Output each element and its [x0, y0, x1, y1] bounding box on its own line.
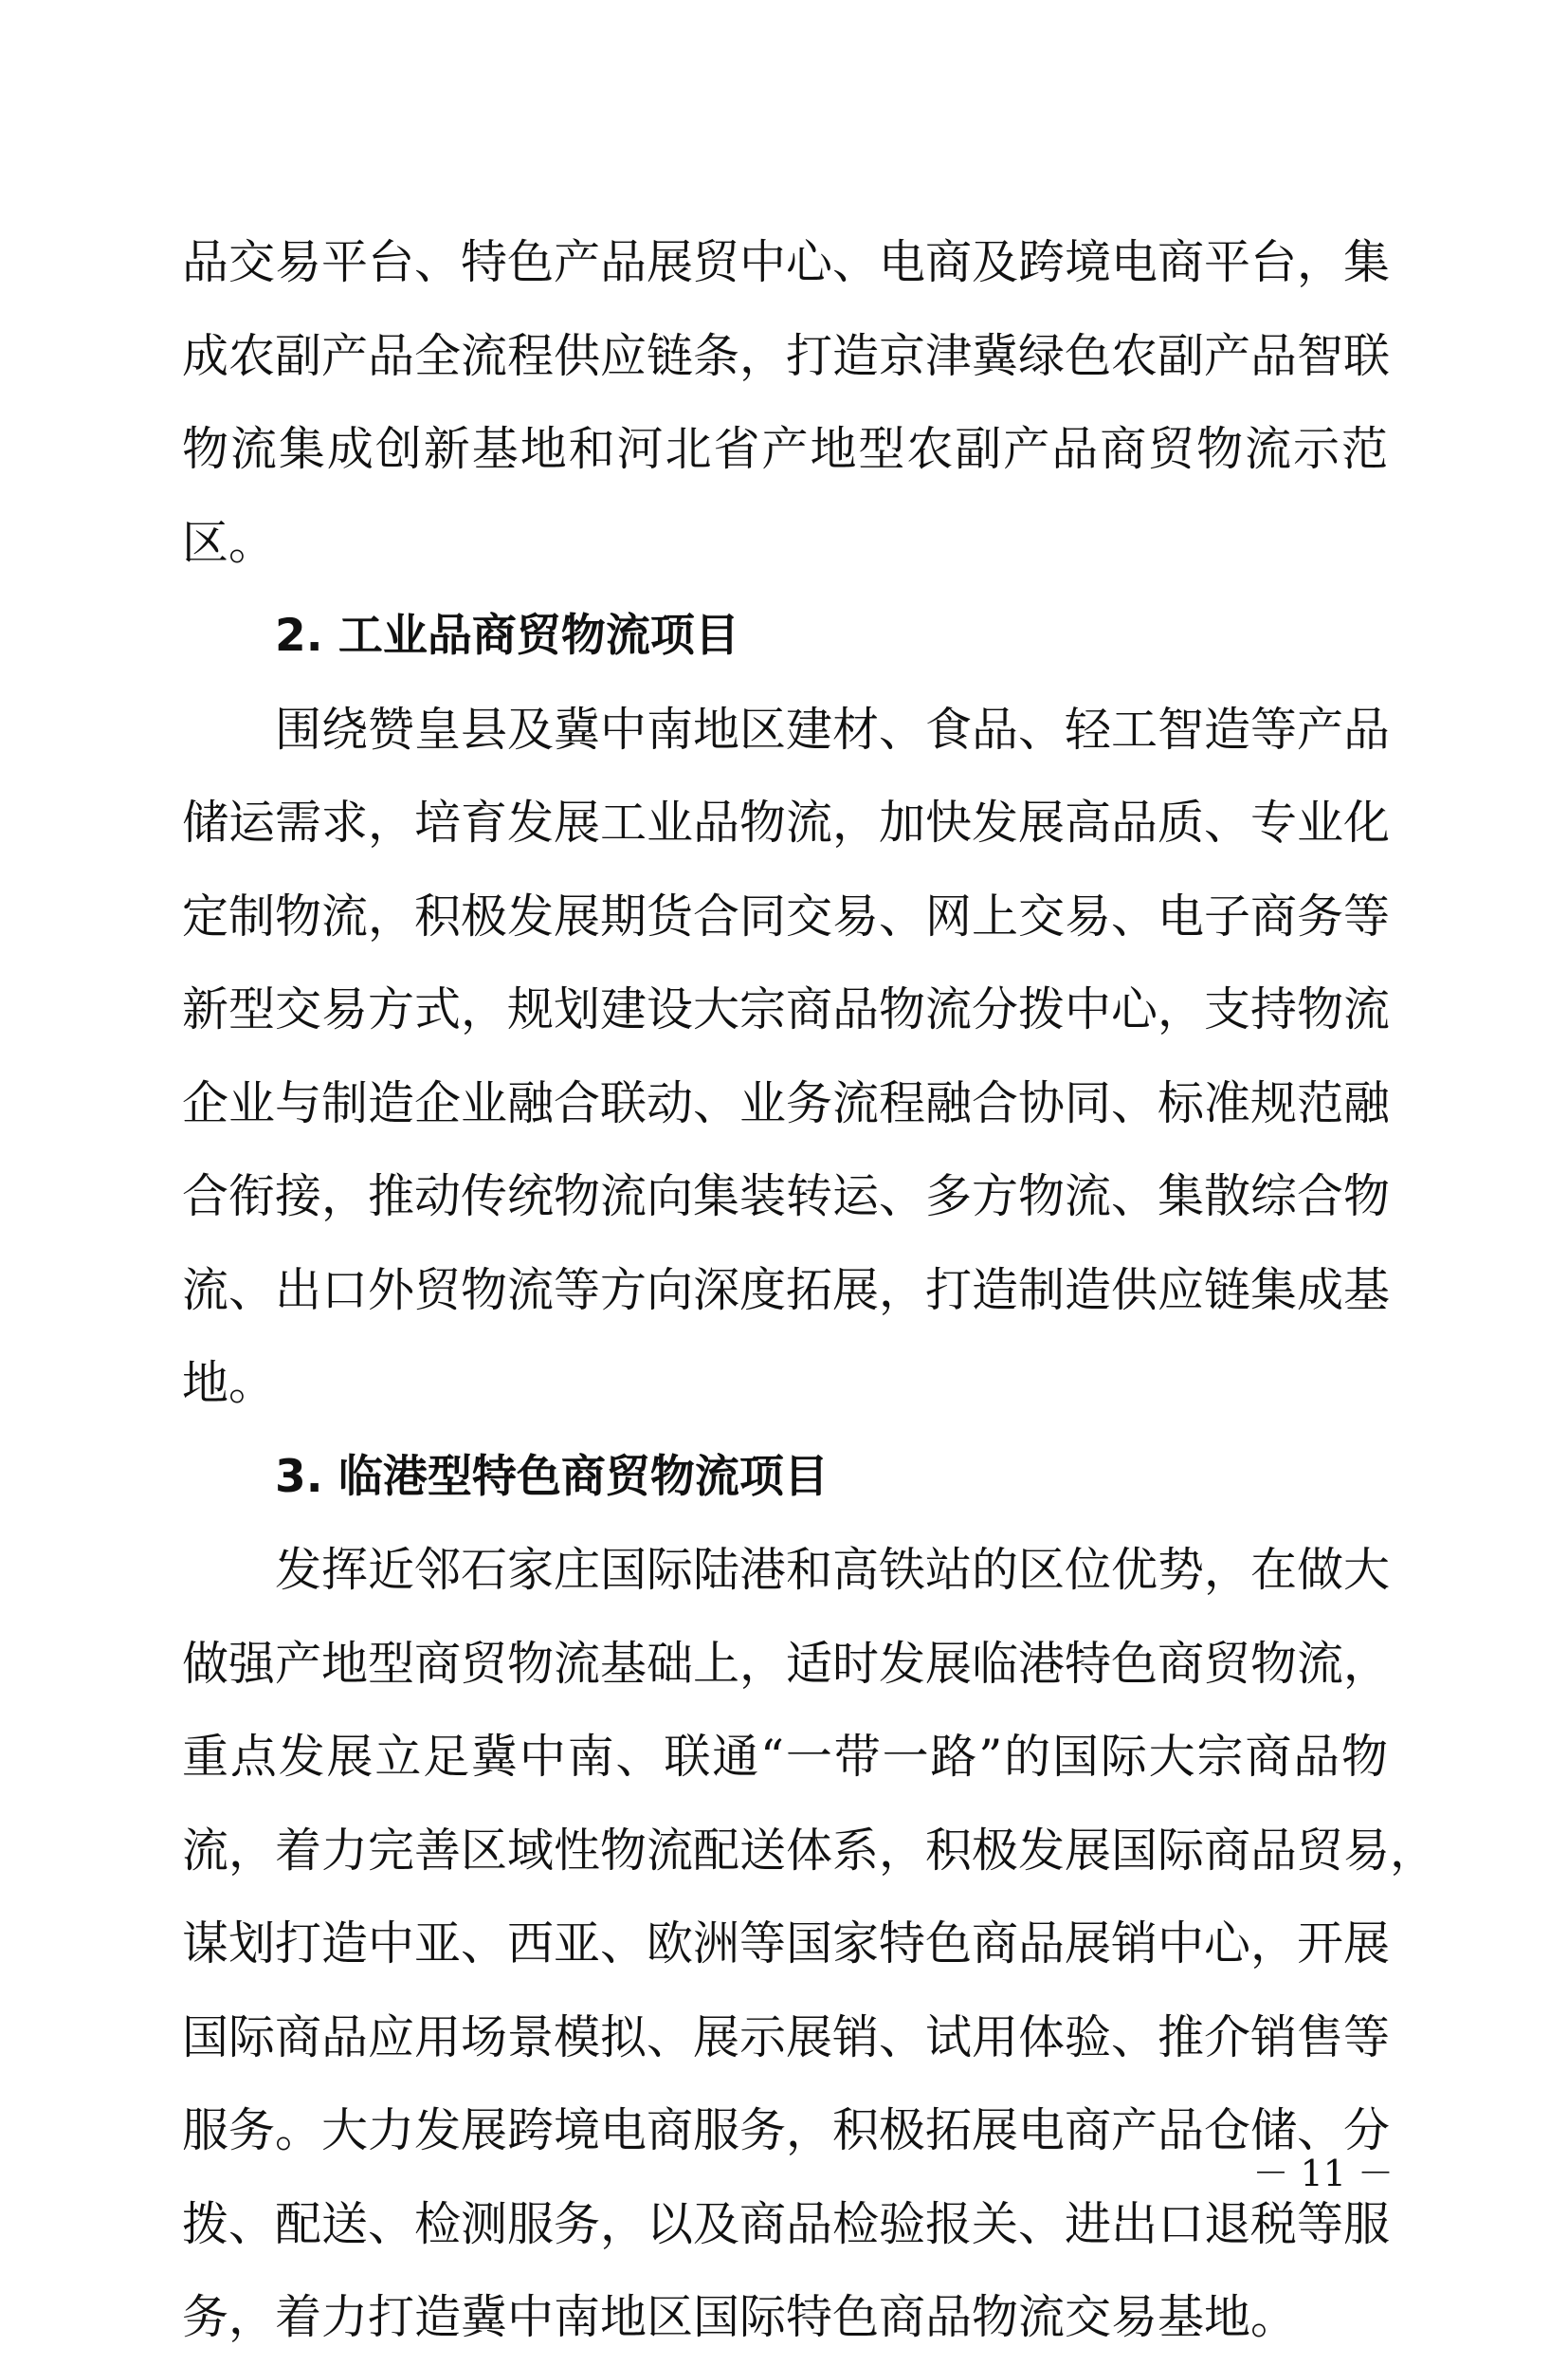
text-line: 定制物流，积极发展期货合同交易、网上交易、电子商务等	[182, 889, 1391, 944]
text-line: 成农副产品全流程供应链条，打造京津冀绿色农副产品智联	[182, 328, 1391, 383]
text-line: 国际商品应用场景模拟、展示展销、试用体验、推介销售等	[182, 2009, 1391, 2064]
text-line: 品交易平台、特色产品展贸中心、电商及跨境电商平台，集	[182, 235, 1391, 289]
text-line: 务，着力打造冀中南地区国际特色商品物流交易基地。	[182, 2290, 1298, 2344]
text-line: 地。	[182, 1356, 276, 1410]
text-line: 发挥近邻石家庄国际陆港和高铁站的区位优势，在做大	[275, 1543, 1391, 1597]
text-line: 企业与制造企业融合联动、业务流程融合协同、标准规范融	[182, 1075, 1391, 1130]
text-line: 储运需求，培育发展工业品物流，加快发展高品质、专业化	[182, 796, 1391, 850]
document-body	[182, 216, 1437, 2365]
section-3-paragraph	[182, 1524, 1437, 2365]
text-line: 重点发展立足冀中南、联通“一带一路”的国际大宗商品物	[182, 1730, 1388, 1784]
text-line: 拨、配送、检测服务，以及商品检验报关、进出口退税等服	[182, 2196, 1391, 2251]
text-line: 新型交易方式，规划建设大宗商品物流分拨中心，支持物流	[182, 982, 1391, 1036]
section-heading-3: 3. 临港型特色商贸物流项目	[275, 1450, 829, 1503]
text-line: 围绕赞皇县及冀中南地区建材、食品、轻工智造等产品	[275, 702, 1391, 757]
section-2-paragraph	[182, 684, 1391, 1431]
text-line: 做强产地型商贸物流基础上，适时发展临港特色商贸物流，	[182, 1636, 1391, 1691]
text-line: 物流集成创新基地和河北省产地型农副产品商贸物流示范	[182, 422, 1388, 476]
text-line: 合衔接，推动传统物流向集装转运、多方物流、集散综合物	[182, 1169, 1391, 1223]
page-number: － 11 －	[1252, 2153, 1394, 2194]
text-line: 流、出口外贸物流等方向深度拓展，打造制造供应链集成基	[182, 1262, 1391, 1317]
text-line: 服务。大力发展跨境电商服务，积极拓展电商产品仓储、分	[182, 2103, 1391, 2157]
text-line: 区。	[182, 515, 276, 570]
text-line: 流，着力完善区域性物流配送体系，积极发展国际商品贸易，	[182, 1823, 1437, 1878]
intro-paragraph	[182, 216, 1391, 590]
section-heading-2: 2. 工业品商贸物流项目	[275, 610, 739, 662]
text-line: 谋划打造中亚、西亚、欧洲等国家特色商品展销中心，开展	[182, 1916, 1391, 1971]
